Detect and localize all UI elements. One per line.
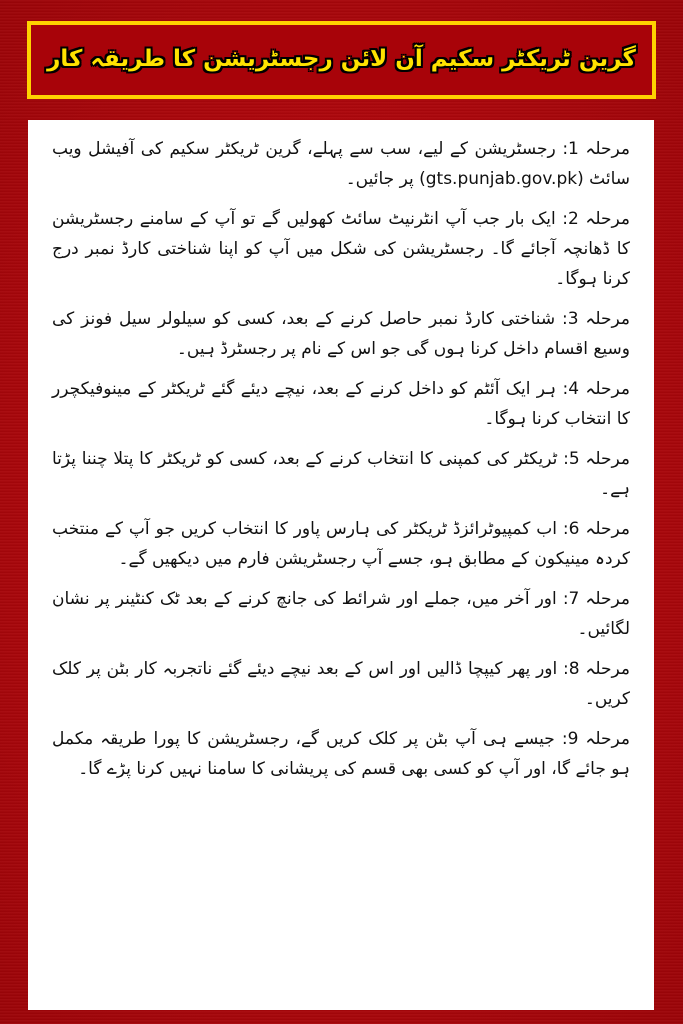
step-label: مرحلہ 1: bbox=[562, 139, 630, 159]
step-6 bbox=[52, 514, 630, 574]
step-7 bbox=[52, 584, 630, 644]
step-4 bbox=[52, 374, 630, 434]
step-text: اب کمپیوٹرائزڈ ٹریکٹر کی ہارس پاور کا انتخاب کریں جو آپ کے منتخب کردہ مینیکون کے مطابق ہو، جسے آپ رجسٹریشن فارم میں دیکھیں گے۔ bbox=[52, 519, 630, 569]
step-1 bbox=[52, 134, 630, 194]
step-label: مرحلہ 8: bbox=[563, 659, 630, 679]
step-label: مرحلہ 4: bbox=[562, 379, 630, 399]
step-text: رجسٹریشن کے لیے، سب سے پہلے، گرین ٹریکٹر سکیم کی آفیشل ویب سائٹ (gts.punjab.gov.pk) پر جائیں۔ bbox=[52, 139, 630, 189]
step-3 bbox=[52, 304, 630, 364]
step-2 bbox=[52, 204, 630, 294]
step-label: مرحلہ 6: bbox=[562, 519, 630, 539]
step-text: اور پھر کیپچا ڈالیں اور اس کے بعد نیچے دیئے گئے ناتجربہ کار بٹن پر کلک کریں۔ bbox=[52, 659, 630, 709]
step-9 bbox=[52, 724, 630, 784]
step-text: ٹریکٹر کی کمپنی کا انتخاب کرنے کے بعد، کسی کو ٹریکٹر کا پتلا چننا پڑتا ہے۔ bbox=[52, 449, 630, 499]
step-text: ایک بار جب آپ انٹرنیٹ سائٹ کھولیں گے تو آپ کے سامنے رجسٹریشن کا ڈھانچہ آجائے گا۔ رجسٹریشن کی شکل میں آپ کو اپنا شناختی کارڈ نمبر درج کرنا ہوگا۔ bbox=[52, 209, 630, 289]
step-text: شناختی کارڈ نمبر حاصل کرنے کے بعد، کسی کو سیلولر سیل فونز کی وسیع اقسام داخل کرنا ہوں گی جو اس کے نام پر رجسٹرڈ ہیں۔ bbox=[52, 309, 630, 359]
step-text: اور آخر میں، جملے اور شرائط کی جانچ کرنے کے بعد ٹک کنٹینر پر نشان لگائیں۔ bbox=[52, 589, 630, 639]
step-label: مرحلہ 3: bbox=[562, 309, 630, 329]
step-label: مرحلہ 9: bbox=[561, 729, 630, 749]
step-label: مرحلہ 2: bbox=[562, 209, 630, 229]
step-8 bbox=[52, 654, 630, 714]
step-label: مرحلہ 7: bbox=[562, 589, 631, 609]
step-5 bbox=[52, 444, 630, 504]
title-banner bbox=[27, 21, 656, 99]
step-text: جیسے ہی آپ بٹن پر کلک کریں گے، رجسٹریشن کا پورا طریقہ مکمل ہو جائے گا، اور آپ کو کسی بھی قسم کی پریشانی کا سامنا نہیں کرنا پڑے گا۔ bbox=[52, 729, 630, 779]
step-text: ہر ایک آئٹم کو داخل کرنے کے بعد، نیچے دیئے گئے ٹریکٹر کے مینوفیکچرر کا انتخاب کرنا ہوگا۔ bbox=[52, 379, 630, 429]
page-title: گرین ٹریکٹر سکیم آن لائن رجسٹریشن کا طریقہ کار bbox=[47, 46, 636, 73]
step-label: مرحلہ 5: bbox=[563, 449, 630, 469]
steps-panel bbox=[28, 120, 654, 1010]
